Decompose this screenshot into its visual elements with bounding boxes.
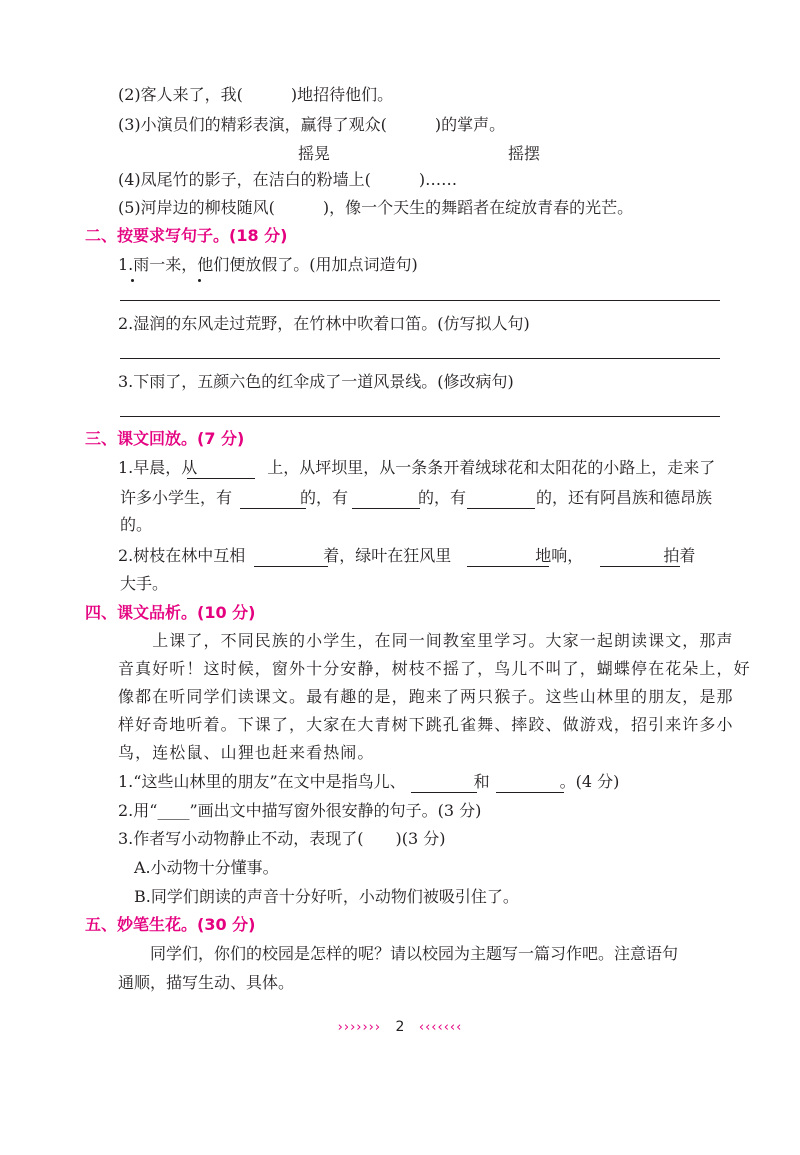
fill-blank-line: [254, 566, 328, 567]
fill-blank-line: [467, 566, 549, 567]
emphasis-dot: [198, 279, 201, 282]
left-chevrons-icon: ‹‹‹‹‹‹‹: [418, 1020, 463, 1035]
text-segment: 1.“这些山林里的朋友”在文中是指鸟儿、: [118, 772, 406, 791]
writing-prompt-line: 同学们，你们的校园是怎样的呢？请以校园为主题写一篇习作吧。注意语句: [118, 944, 679, 963]
answer-line: [120, 300, 720, 301]
text-segment: 和: [473, 772, 490, 791]
option-b: B.同学们朗读的声音十分好听，小动物们被吸引住了。: [134, 887, 519, 906]
reading-passage-line: 像都在听同学们读课文。最有趣的是，跑来了两只猴子。这些山林里的朋友，是那: [118, 687, 734, 706]
section-heading-3: 三、课文回放。(7 分): [85, 429, 245, 448]
question-1-5: (5)河岸边的柳枝随风( )，像一个天生的舞蹈者在绽放青春的光芒。: [118, 198, 634, 217]
text-segment: 许多小学生，有: [120, 488, 233, 507]
text-segment: 2.树枝在林中互相: [118, 546, 246, 565]
question-4-1: [118, 771, 619, 793]
text-segment: 1.早晨，从: [118, 458, 198, 477]
fill-blank-line: [240, 508, 306, 509]
answer-line: [120, 416, 720, 417]
emphasis-dot: [131, 279, 134, 282]
question-3-1-line-1: [118, 457, 715, 479]
reading-passage-line: 上课了，不同民族的小学生，在同一间教室里学习。大家一起朗读课文，那声: [118, 631, 734, 650]
fill-blank-line: [187, 478, 255, 479]
reading-passage-line: 鸟，连松鼠、山狸也赶来看热闹。: [118, 743, 375, 762]
fill-blank-line: [600, 566, 680, 567]
text-segment: 。(4 分): [559, 772, 620, 791]
fill-blank-line: [411, 792, 477, 793]
question-3-1-line-3: 的。: [120, 515, 153, 534]
page-number: 2: [395, 1019, 405, 1035]
text-segment: 的，还有阿昌族和德昂族: [536, 488, 713, 507]
question-1-4: (4)凤尾竹的影子，在洁白的粉墙上( )……: [118, 170, 458, 189]
text-segment: 上，从坪坝里，从一条条开着绒球花和太阳花的小路上，走来了: [267, 458, 716, 477]
question-1-2: (2)客人来了，我( )地招待他们。: [118, 85, 394, 104]
word-option-b: 摇摆: [508, 144, 541, 163]
text-segment: 的，有: [300, 488, 349, 507]
word-option-a: 摇晃: [298, 144, 331, 163]
text-segment: 的，有: [418, 488, 467, 507]
question-3-2-line-1: [118, 545, 695, 567]
fill-blank-line: [467, 508, 535, 509]
question-3-2-line-2: 大手。: [120, 574, 169, 593]
reading-passage-line: 样好奇地听着。下课了，大家在大青树下跳孔雀舞、摔跤、做游戏，招引来许多小: [118, 715, 734, 734]
writing-prompt-line: 通顺，描写生动、具体。: [118, 973, 295, 992]
reading-passage-line: 音真好听！这时候，窗外十分安静，树枝不摇了，鸟儿不叫了，蝴蝶停在花朵上，好: [118, 659, 751, 678]
question-2-1: 1.雨一来，他们便放假了。(用加点词造句): [118, 255, 418, 274]
section-heading-5: 五、妙笔生花。(30 分): [85, 915, 256, 934]
answer-line: [120, 358, 720, 359]
question-2-2: 2.湿润的东风走过荒野，在竹林中吹着口笛。(仿写拟人句): [118, 314, 530, 333]
text-segment: 地响，: [535, 546, 584, 565]
fill-blank-line: [352, 508, 420, 509]
section-heading-4: 四、课文品析。(10 分): [85, 603, 256, 622]
option-a: A.小动物十分懂事。: [134, 858, 279, 877]
fill-blank-line: [496, 792, 564, 793]
section-heading-2: 二、按要求写句子。(18 分): [85, 226, 288, 245]
question-4-2: 2.用“____”画出文中描写窗外很安静的句子。(3 分): [118, 801, 482, 820]
question-1-3: (3)小演员们的精彩表演，赢得了观众( )的掌声。: [118, 115, 506, 134]
page-footer: [0, 1018, 800, 1037]
right-chevrons-icon: ›››››››: [337, 1020, 382, 1035]
question-2-3: 3.下雨了，五颜六色的红伞成了一道风景线。(修改病句): [118, 372, 514, 391]
question-3-1-line-2: [120, 487, 712, 509]
text-segment: 拍着: [663, 546, 696, 565]
question-4-3: 3.作者写小动物静止不动，表现了( )(3 分): [118, 829, 446, 848]
text-segment: 着，绿叶在狂风里: [323, 546, 452, 565]
